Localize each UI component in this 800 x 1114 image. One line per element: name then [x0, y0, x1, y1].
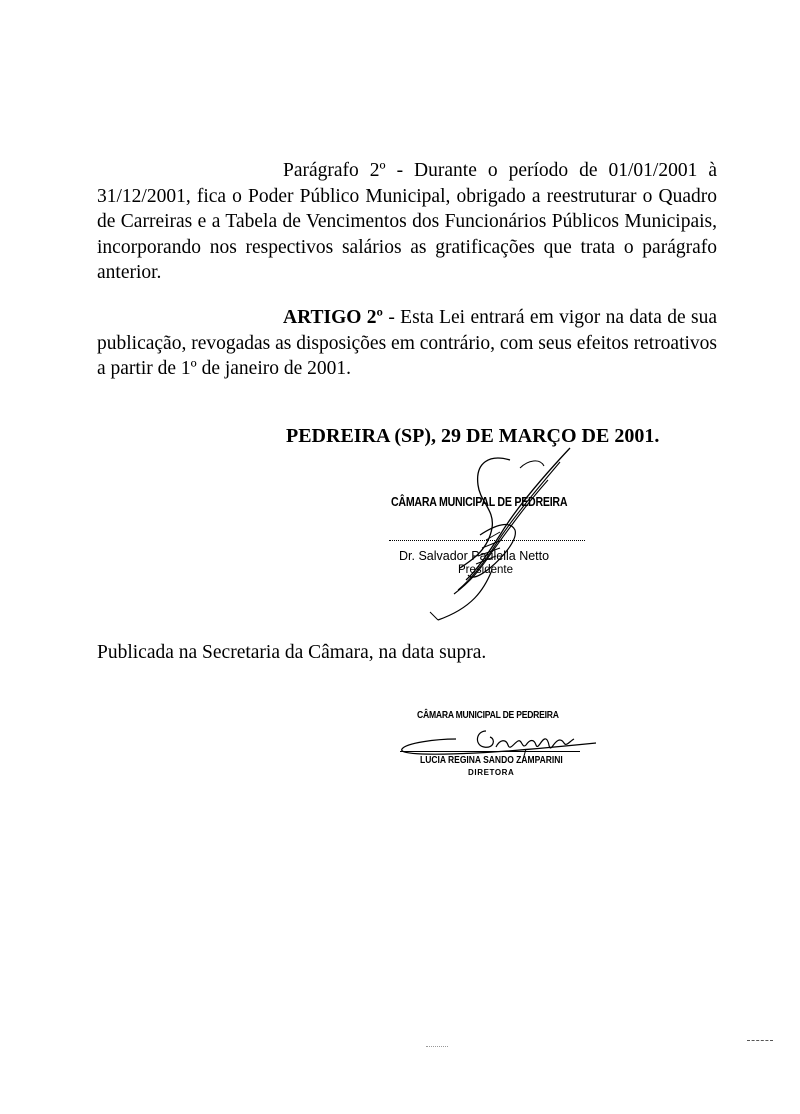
scan-artifact: [747, 1040, 773, 1041]
place-and-date: PEDREIRA (SP), 29 DE MARÇO DE 2001.: [286, 425, 660, 447]
director-signature: [396, 725, 606, 770]
article-2-label: ARTIGO 2º: [283, 307, 383, 328]
director-name: LUCIA REGINA SANDO ZAMPARINI: [420, 755, 563, 766]
president-name: Dr. Salvador Paulella Netto: [399, 549, 550, 563]
director-role: DIRETORA: [468, 768, 515, 777]
publication-note: Publicada na Secretaria da Câmara, na data supra.: [97, 642, 487, 663]
director-stamp-title: CÂMARA MUNICIPAL DE PEDREIRA: [417, 709, 559, 721]
paragraph-2-text: [97, 158, 717, 286]
president-signature: [420, 440, 590, 630]
article-2-body: - Esta Lei entrará em vigor na data de sua publicação, revogadas as disposições em contrário, com seus efeitos retroativos a partir de 1º de janeiro de 2001.: [97, 307, 718, 379]
article-2-text: [97, 305, 717, 382]
paragraph-2-label: Parágrafo 2º: [283, 160, 386, 181]
paragraph-2-body: - Durante o período de 01/01/2001 à 31/12/2001, fica o Poder Público Municipal, obrigado a reestruturar o Quadro de Carreiras e a Tabela de Vencimentos dos Funcionários Públicos Municipais, incorporando nos respectivos salários as gratificações que trata o parágrafo anterior.: [97, 160, 717, 283]
president-stamp-title: CÂMARA MUNICIPAL DE PEDREIRA: [391, 495, 568, 509]
scan-artifact: [426, 1046, 448, 1047]
president-role: Presidente: [458, 564, 513, 576]
